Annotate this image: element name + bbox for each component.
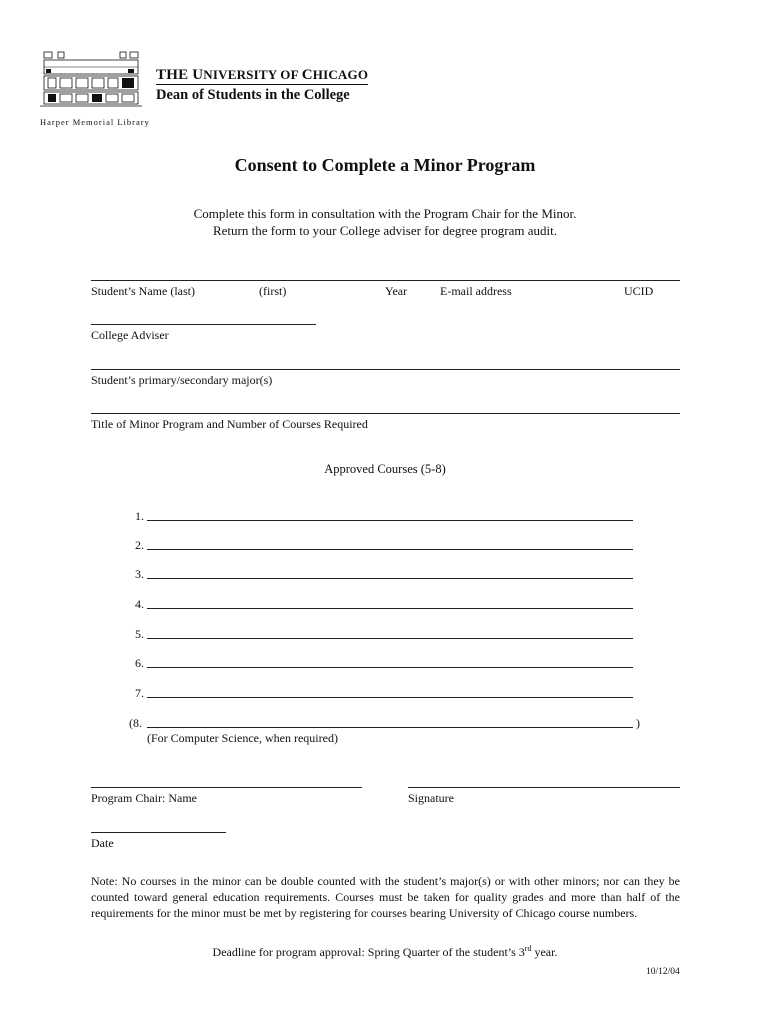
course-1-line[interactable] (147, 520, 633, 521)
university-underline (156, 84, 368, 85)
form-title: Consent to Complete a Minor Program (234, 155, 536, 175)
program-chair-line[interactable] (91, 787, 362, 788)
dean-of-students: Dean of Students in the College (156, 87, 350, 103)
course-2-label: 2. (135, 538, 144, 552)
course-3-line[interactable] (147, 578, 633, 579)
course-6-line[interactable] (147, 667, 633, 668)
university-name: THE UNIVERSITY OF CHICAGO (156, 67, 369, 83)
course-8-line[interactable] (147, 727, 633, 728)
intro-line-2: Return the form to your College adviser for degree program audit. (212, 223, 558, 238)
course-6-label: 6. (135, 656, 144, 670)
majors-label: Student’s primary/secondary major(s) (91, 373, 273, 387)
deadline-suffix: year. (531, 945, 558, 959)
harper-library-logo (40, 50, 142, 116)
date-line[interactable] (91, 832, 226, 833)
majors-line[interactable] (91, 369, 680, 370)
revision-date: 10/12/04 (646, 967, 680, 977)
program-chair-label: Program Chair: Name (91, 791, 197, 805)
student-ucid-label: UCID (624, 284, 654, 298)
course-4-label: 4. (135, 597, 144, 611)
course-8-label: (8. (129, 716, 142, 730)
course-7-line[interactable] (147, 697, 633, 698)
course-8-close: ) (636, 716, 640, 730)
course-5-line[interactable] (147, 638, 633, 639)
student-email-label: E-mail address (440, 284, 512, 298)
course-2-line[interactable] (147, 549, 633, 550)
student-year-label: Year (385, 284, 408, 298)
deadline-text (0, 944, 770, 960)
intro-line-1: Complete this form in consultation with the Program Chair for the Minor. (193, 206, 577, 221)
college-adviser-label: College Adviser (91, 328, 169, 342)
course-4-line[interactable] (147, 608, 633, 609)
deadline-sup: rd (524, 944, 532, 953)
course-7-label: 7. (135, 686, 144, 700)
minor-title-label: Title of Minor Program and Number of Courses Required (91, 417, 368, 431)
signature-label: Signature (408, 791, 454, 805)
note-paragraph (91, 873, 680, 921)
student-name-last-label: Student’s Name (last) (91, 284, 195, 298)
deadline-prefix: Deadline for program approval: Spring Quarter of the student’s 3 (212, 945, 525, 959)
note-text: Note: No courses in the minor can be double counted with the student’s major(s) or with other minors; nor can they be counted toward general education requirements. Courses must be taken for quality grades and more than half of the requirements for the minor must be met by registering for courses bearing University of Chicago course numbers. (91, 874, 680, 920)
minor-title-line[interactable] (91, 413, 680, 414)
approved-courses-heading: Approved Courses (5-8) (324, 462, 446, 476)
course-3-label: 3. (135, 567, 144, 581)
course-1-label: 1. (135, 509, 144, 523)
logo-caption: Harper Memorial Library (40, 117, 150, 127)
course-5-label: 5. (135, 627, 144, 641)
college-adviser-line[interactable] (91, 324, 316, 325)
signature-line[interactable] (408, 787, 680, 788)
student-first-label: (first) (259, 284, 287, 298)
date-label: Date (91, 836, 114, 850)
cs-note: (For Computer Science, when required) (147, 731, 338, 745)
student-info-line[interactable] (91, 280, 680, 281)
